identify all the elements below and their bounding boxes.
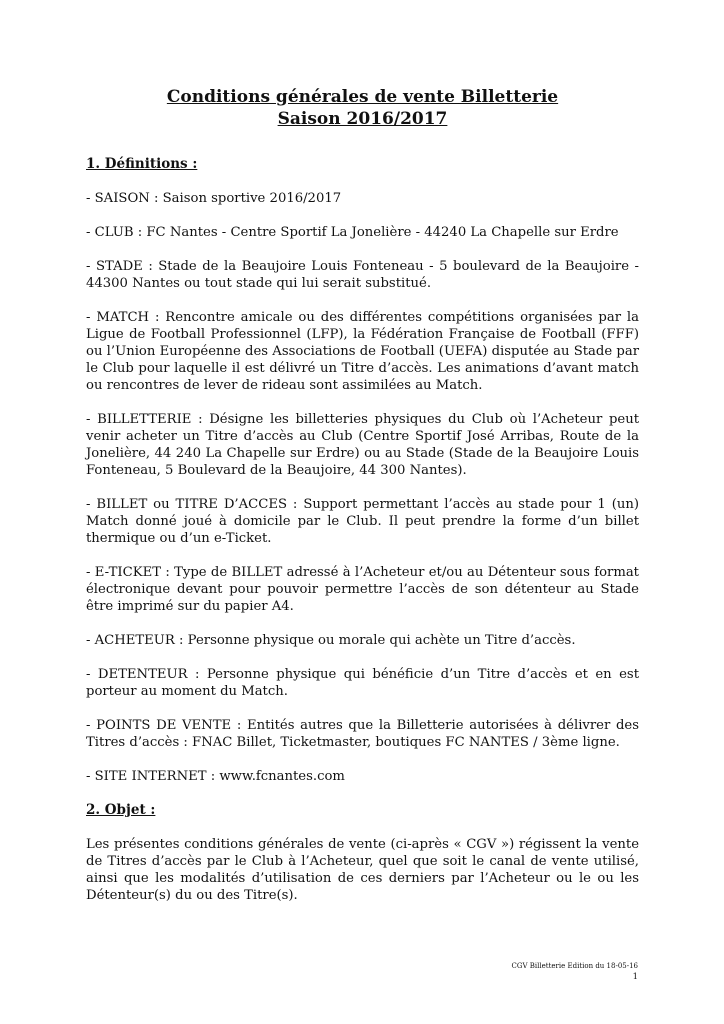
definition-site-internet: - SITE INTERNET : www.fcnantes.com [86, 769, 345, 784]
definition-billetterie: - BILLETTERIE : Désigne les billetteries physiques du Club où l’Acheteur peut venir acheter un Titre d’accès au Club (Centre Sportif José Arribas, Route de la Jonelière, 44 240 La Chapelle sur Erdre) ou au Stade (Stade de la Beaujoire Louis Fonteneau, 5 Boulevard de la Beaujoire, 44 300 Nantes). [86, 412, 639, 478]
title-line-1: Conditions générales de vente Billetterie [166, 87, 559, 107]
section-heading-objet: 2. Objet : [86, 802, 156, 818]
definition-e-ticket: - E-TICKET : Type de BILLET adressé à l’Acheteur et/ou au Détenteur sous format électronique devant pour pouvoir permettre l’accès de son détenteur au Stade être imprimé sur du papier A4. [86, 565, 639, 614]
section-heading-definitions: 1. Définitions : [86, 156, 198, 172]
definition-billet: - BILLET ou TITRE D’ACCES : Support permettant l’accès au stade pour 1 (un) Match donné joué à domicile par le Club. Il peut prendre la forme d’un billet thermique ou d’un e-Ticket. [86, 497, 639, 546]
definition-match: - MATCH : Rencontre amicale ou des différentes compétitions organisées par la Ligue de Football Professionnel (LFP), la Fédération Française de Football (FFF) ou l’Union Européenne des Associations de Football (UEFA) disputée au Stade par le Club pour laquelle il est délivré un Titre d’accès. Les animations d’avant match ou rencontres de lever de rideau sont assimilées au Match. [86, 310, 639, 393]
definition-stade: - STADE : Stade de la Beaujoire Louis Fonteneau - 5 boulevard de la Beaujoire - 44300 Nantes ou tout stade qui lui serait substitué. [86, 259, 639, 291]
definition-acheteur: - ACHETEUR : Personne physique ou morale qui achète un Titre d’accès. [86, 633, 576, 648]
definition-points-de-vente: - POINTS DE VENTE : Entités autres que la Billetterie autorisées à délivrer des Titres d’accès : FNAC Billet, Ticketmaster, boutiques FC NANTES / 3ème ligne. [86, 718, 639, 750]
title-line-2: Saison 2016/2017 [277, 109, 448, 129]
definition-detenteur: - DETENTEUR : Personne physique qui bénéficie d’un Titre d’accès et en est porteur au moment du Match. [86, 667, 639, 699]
document-page [86, 86, 639, 921]
footer-edition: CGV Billetterie Edition du 18-05-16 [511, 962, 638, 970]
objet-paragraph: Les présentes conditions générales de vente (ci-après « CGV ») régissent la vente de Titres d’accès par le Club à l’Acheteur, quel que soit le canal de vente utilisé, ainsi que les modalités d’utilisation de ces derniers par l’Acheteur ou le ou les Détenteur(s) du ou des Titre(s). [86, 837, 639, 903]
definition-saison: - SAISON : Saison sportive 2016/2017 [86, 191, 342, 206]
page-number: 1 [632, 972, 638, 982]
page-footer [512, 961, 638, 983]
definition-club: - CLUB : FC Nantes - Centre Sportif La Jonelière - 44240 La Chapelle sur Erdre [86, 225, 619, 240]
document-title [86, 86, 639, 130]
